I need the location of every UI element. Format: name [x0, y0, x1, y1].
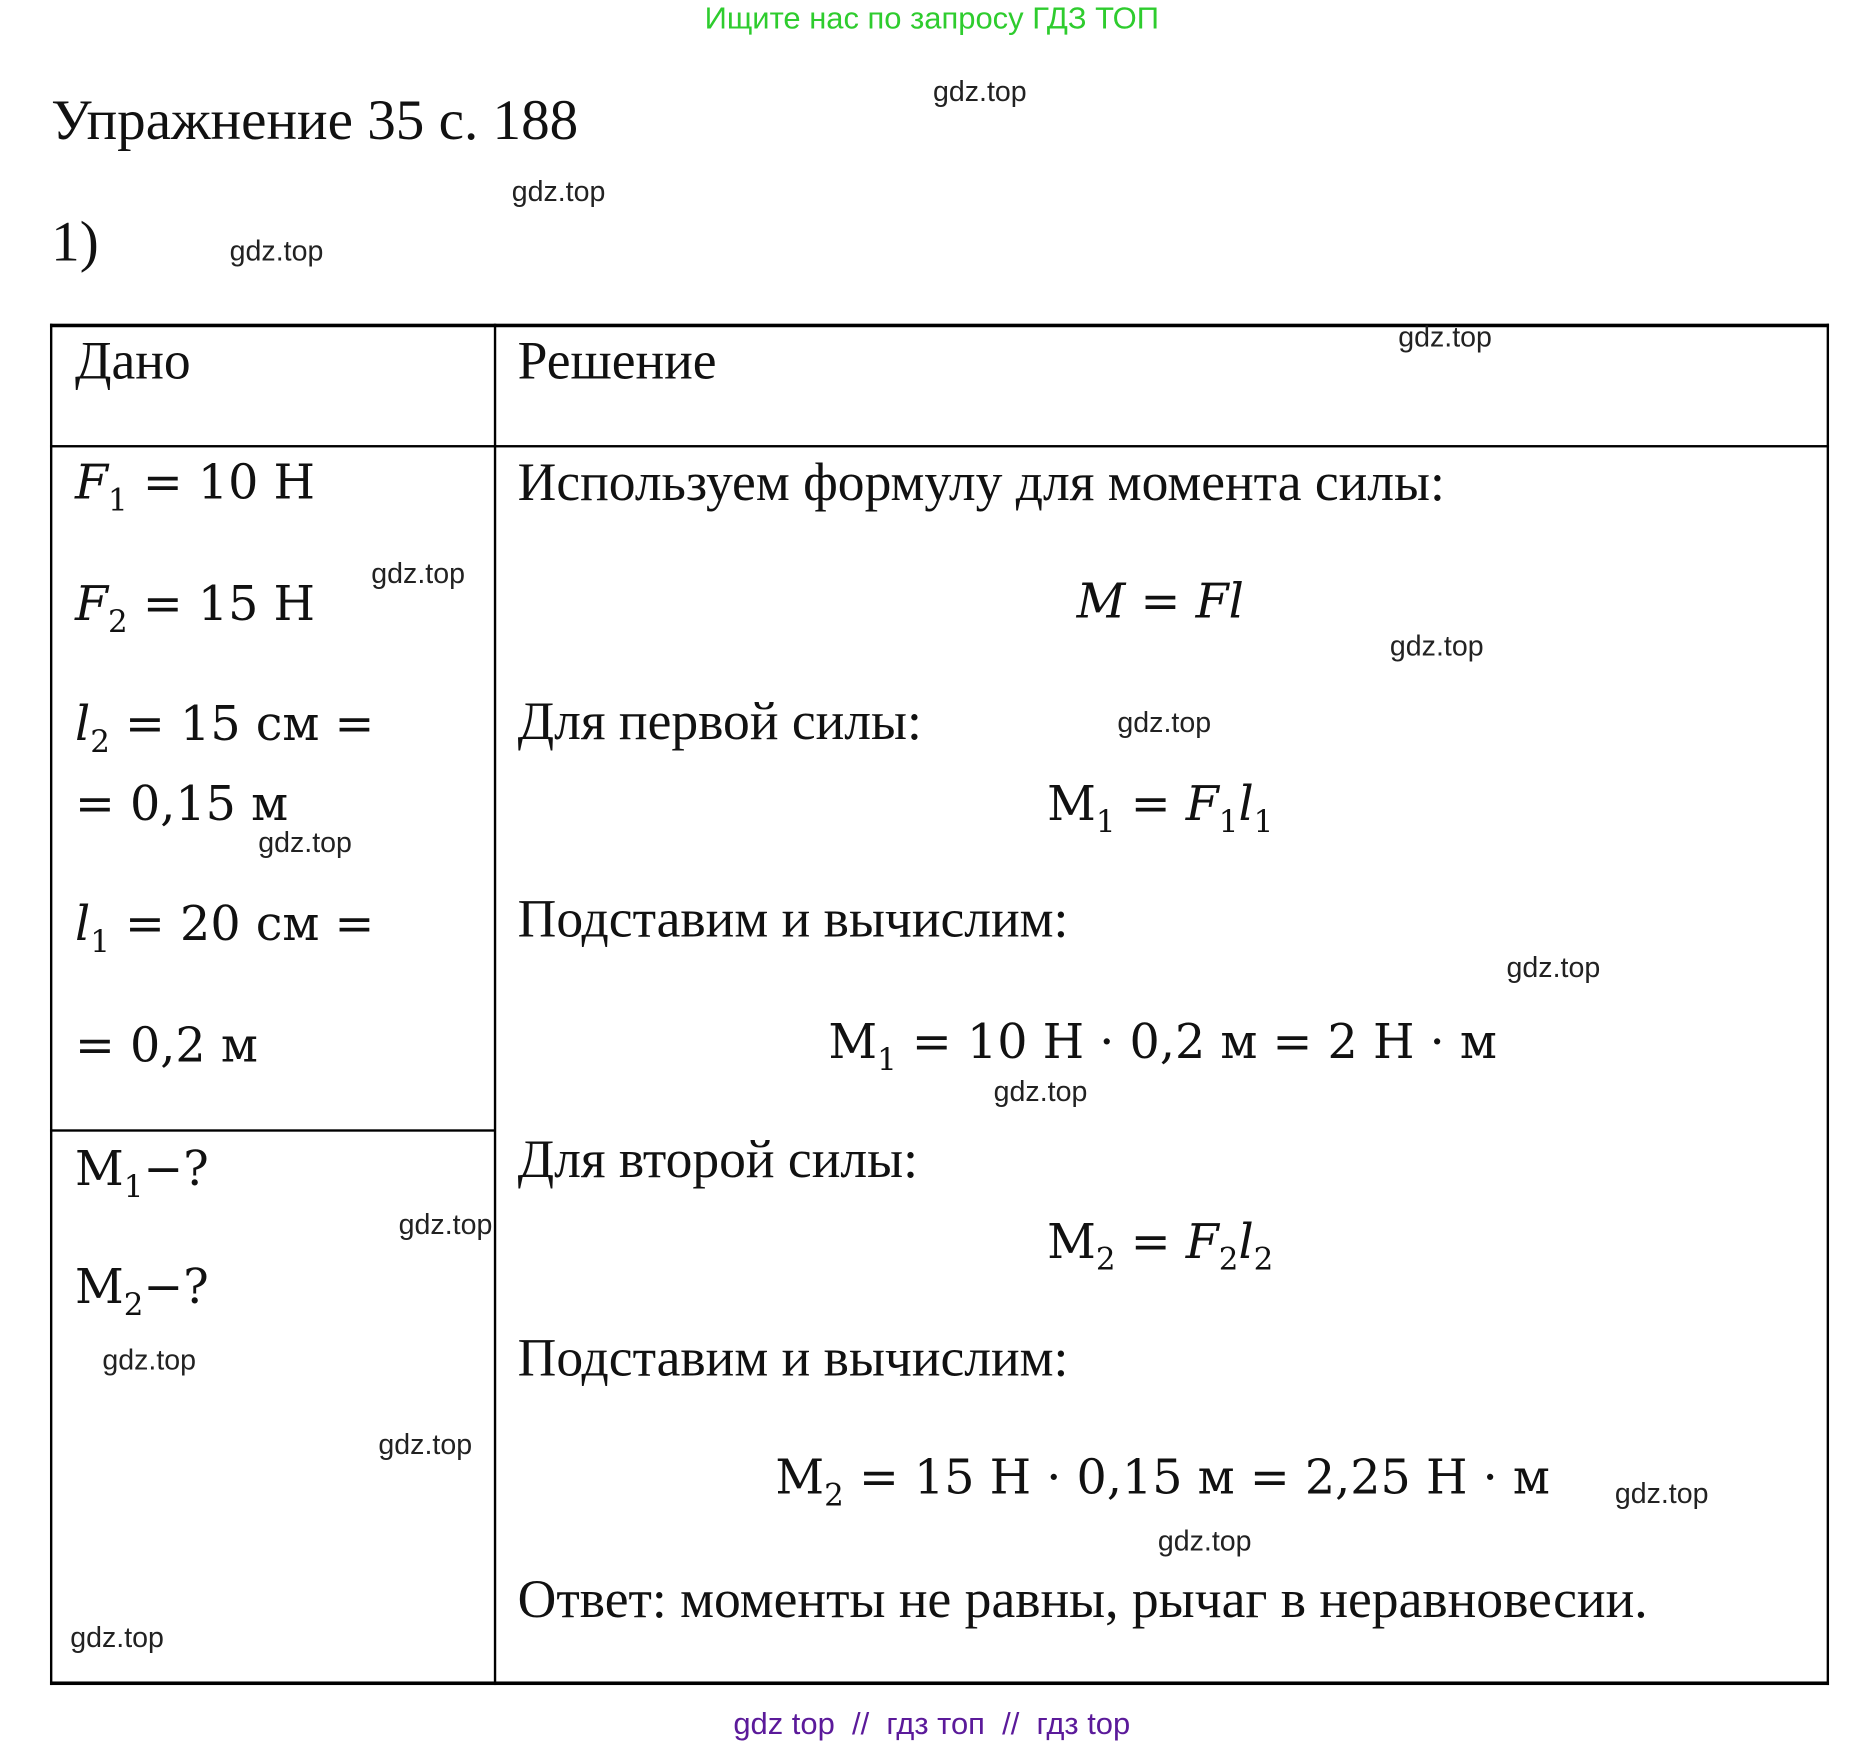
table-border-right — [1827, 324, 1829, 1685]
equation-part: l — [1238, 777, 1254, 832]
equation-subscript: 1 — [1218, 804, 1239, 841]
formula-m1 — [1047, 777, 1274, 841]
watermark: gdz.top — [511, 176, 606, 209]
equation-subscript: 2 — [123, 1287, 144, 1324]
equation-part: = 0,15 м — [74, 777, 289, 832]
substitute-label-1: Подставим и вычислим: — [517, 888, 1069, 949]
given-l1-converted — [74, 1018, 258, 1074]
equation-subscript: 1 — [877, 1042, 897, 1079]
equation-subscript: 2 — [1218, 1242, 1239, 1279]
watermark: gdz.top — [229, 235, 324, 268]
equation-subscript: 2 — [90, 724, 110, 761]
given-f1 — [74, 455, 316, 519]
equation-part: Fl — [1195, 574, 1244, 630]
equation-subscript: 2 — [1095, 1242, 1116, 1279]
second-force-label: Для второй силы: — [517, 1129, 918, 1189]
equation-part: = 15 см = — [109, 697, 375, 753]
top-banner[interactable]: Ищите нас по запросу ГДЗ ТОП — [704, 0, 1159, 36]
equation-part: = — [1115, 1214, 1186, 1270]
equation-part: M — [1076, 574, 1126, 630]
watermark: gdz.top — [70, 1621, 164, 1655]
watermark: gdz.top — [993, 1075, 1088, 1108]
solution-intro: Используем формулу для момента силы: — [517, 452, 1445, 512]
equation-part: = 10 Н — [127, 455, 316, 511]
equation-part: l — [1238, 1214, 1254, 1270]
equation-part: M — [74, 1260, 124, 1315]
equation-subscript: 2 — [108, 604, 128, 641]
table-border-top — [50, 324, 1829, 328]
watermark: gdz.top — [1117, 706, 1212, 739]
equation-subscript: 1 — [108, 483, 128, 519]
equation-subscript: 2 — [824, 1477, 844, 1514]
calc-m2 — [775, 1450, 1550, 1514]
equation-part: F — [74, 455, 109, 511]
given-l2-converted — [74, 777, 289, 832]
part-number: 1) — [51, 210, 99, 274]
find-m2 — [74, 1260, 209, 1324]
equation-part: M — [74, 1142, 124, 1198]
answer: Ответ: моменты не равны, рычаг в неравновесии. — [517, 1569, 1648, 1630]
equation-part: F — [1185, 777, 1219, 832]
equation-part: l — [74, 897, 91, 953]
given-header: Дано — [74, 330, 191, 391]
watermark: gdz.top — [1398, 321, 1492, 354]
watermark: gdz.top — [398, 1209, 493, 1242]
substitute-label-2: Подставим и вычислим: — [517, 1328, 1069, 1388]
watermark: gdz.top — [1506, 952, 1601, 985]
given-l1 — [74, 897, 375, 961]
equation-part: −? — [143, 1142, 209, 1198]
equation-part: M — [1047, 777, 1096, 832]
watermark: gdz.top — [258, 827, 352, 860]
equation-part: = 0,2 м — [74, 1018, 258, 1074]
equation-subscript: 1 — [123, 1169, 144, 1206]
equation-part: M — [775, 1450, 825, 1506]
table-border-left — [50, 324, 52, 1685]
given-f2 — [74, 577, 316, 641]
equation-part: F — [1185, 1214, 1219, 1270]
watermark: gdz.top — [932, 76, 1027, 109]
formula-m2 — [1047, 1214, 1274, 1279]
equation-part: = — [1115, 777, 1186, 832]
equation-part: = — [1125, 574, 1196, 630]
first-force-label: Для первой силы: — [517, 691, 922, 751]
equation-part: = 20 см = — [109, 897, 375, 953]
footer-links[interactable]: gdz top // гдз топ // гдз top — [733, 1705, 1131, 1741]
column-divider — [494, 324, 496, 1685]
equation-subscript: 1 — [1253, 804, 1274, 841]
calc-m1 — [828, 1015, 1497, 1079]
equation-part: F — [74, 577, 109, 632]
equation-subscript: 2 — [1253, 1242, 1274, 1279]
equation-part: M — [1047, 1214, 1096, 1270]
equation-part: = 15 Н — [127, 577, 316, 632]
formula-moment — [1076, 574, 1244, 630]
watermark: gdz.top — [102, 1344, 197, 1377]
solution-header: Решение — [517, 330, 717, 391]
equation-part: M — [828, 1015, 878, 1070]
equation-part: l — [74, 697, 91, 753]
watermark: gdz.top — [1157, 1525, 1252, 1558]
equation-part: = 15 Н · 0,15 м = 2,25 Н · м — [843, 1450, 1550, 1506]
given-find-divider — [50, 1129, 495, 1131]
watermark: gdz.top — [378, 1429, 473, 1462]
header-divider — [50, 445, 1829, 447]
page-title: Упражнение 35 с. 188 — [51, 89, 579, 153]
equation-subscript: 1 — [90, 924, 110, 961]
equation-subscript: 1 — [1095, 804, 1116, 841]
given-l2 — [74, 697, 375, 761]
table-border-bottom — [50, 1681, 1829, 1685]
find-m1 — [74, 1142, 209, 1206]
equation-part: −? — [143, 1260, 209, 1315]
equation-part: = 10 Н · 0,2 м = 2 Н · м — [896, 1015, 1497, 1070]
watermark: gdz.top — [371, 558, 465, 591]
watermark: gdz.top — [1614, 1477, 1709, 1511]
watermark: gdz.top — [1389, 630, 1484, 663]
